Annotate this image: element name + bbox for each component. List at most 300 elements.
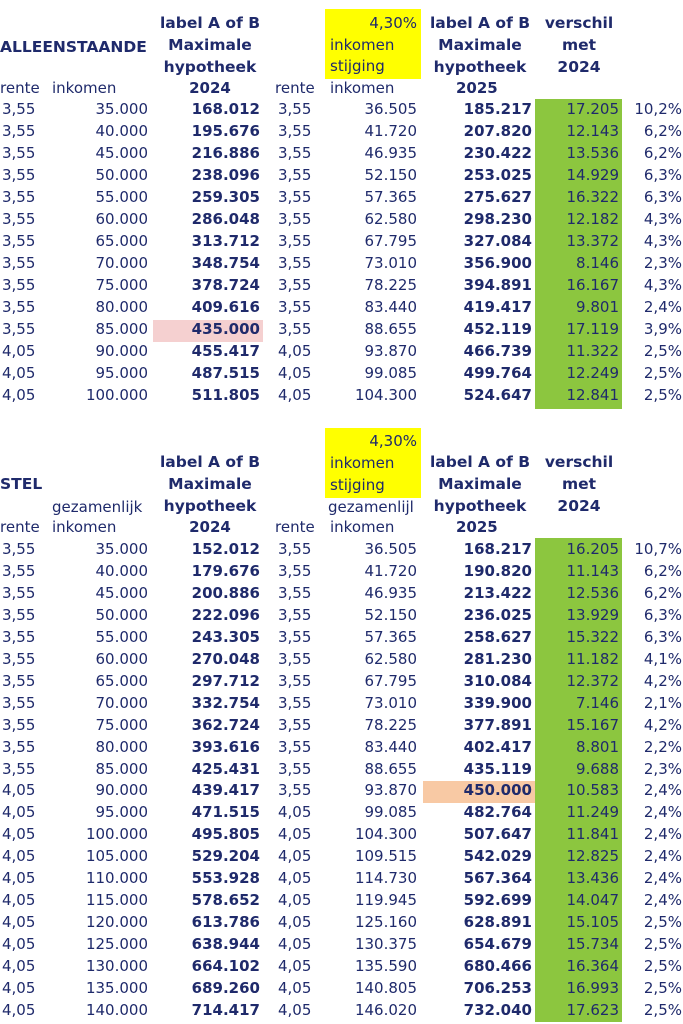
cell-rente-2024: 3,55 — [2, 715, 36, 734]
cell-verschil: 12.825 — [566, 847, 619, 866]
cell-hypotheek-2024: 435.000 — [191, 320, 260, 338]
cell-inkomen-2025: 36.505 — [364, 540, 417, 558]
cell-inkomen-2024: 65.000 — [95, 232, 148, 250]
section1-increase-line3: stijging — [330, 57, 385, 75]
cell-rente-2024: 3,55 — [2, 627, 36, 646]
cell-hypotheek-2025: 185.217 — [463, 100, 532, 118]
cell-hypotheek-2024: 348.754 — [191, 254, 260, 272]
cell-percentage: 2,4% — [643, 847, 682, 866]
cell-rente-2024: 3,55 — [2, 100, 36, 118]
cell-rente-2024: 4,05 — [2, 342, 36, 360]
cell-verschil: 15.105 — [566, 913, 619, 932]
cell-inkomen-2025: 119.945 — [354, 891, 417, 910]
cell-percentage: 2,4% — [643, 298, 682, 316]
section1-col-rente-2025: rente — [275, 79, 315, 97]
cell-verschil: 12.372 — [566, 671, 619, 690]
cell-hypotheek-2025: 567.364 — [463, 869, 532, 888]
cell-hypotheek-2024: 378.724 — [191, 276, 260, 294]
cell-verschil: 14.047 — [566, 891, 619, 910]
cell-hypotheek-2024: 259.305 — [191, 188, 260, 206]
cell-inkomen-2025: 62.580 — [364, 210, 417, 228]
cell-rente-2025: 3,55 — [278, 166, 312, 184]
cell-hypotheek-2024: 425.431 — [191, 759, 260, 778]
section2-col-rente-2024: rente — [0, 518, 40, 536]
cell-verschil: 8.146 — [576, 254, 619, 272]
cell-rente-2024: 4,05 — [2, 781, 36, 800]
cell-hypotheek-2024: 195.676 — [191, 122, 260, 140]
section2-2025-header-line2: Maximale — [438, 475, 522, 493]
cell-rente-2025: 4,05 — [278, 869, 312, 888]
section2-increase-line2: inkomen — [330, 454, 395, 472]
cell-hypotheek-2025: 542.029 — [463, 847, 532, 866]
cell-rente-2024: 3,55 — [2, 144, 36, 162]
cell-inkomen-2024: 80.000 — [95, 298, 148, 316]
cell-inkomen-2025: 67.795 — [364, 232, 417, 250]
section1-col-inkomen-2024: inkomen — [52, 79, 117, 97]
cell-rente-2024: 3,55 — [2, 254, 36, 272]
cell-rente-2024: 3,55 — [2, 276, 36, 294]
section1-increase-line2: inkomen — [330, 36, 395, 54]
cell-hypotheek-2025: 377.891 — [463, 715, 532, 734]
cell-rente-2024: 3,55 — [2, 671, 36, 690]
cell-percentage: 10,2% — [634, 100, 682, 118]
cell-verschil: 15.322 — [566, 627, 619, 646]
cell-rente-2025: 3,55 — [278, 737, 312, 756]
cell-percentage: 2,1% — [643, 693, 682, 712]
cell-inkomen-2025: 104.300 — [354, 825, 417, 844]
cell-verschil: 14.929 — [566, 166, 619, 184]
cell-hypotheek-2024: 179.676 — [191, 561, 260, 580]
section1-diff-header-line2: met — [561, 36, 597, 54]
cell-hypotheek-2024: 238.096 — [191, 166, 260, 184]
cell-hypotheek-2024: 313.712 — [191, 232, 260, 250]
cell-rente-2024: 3,55 — [2, 649, 36, 668]
cell-inkomen-2024: 65.000 — [95, 671, 148, 690]
cell-inkomen-2024: 40.000 — [95, 122, 148, 140]
cell-inkomen-2025: 114.730 — [354, 869, 417, 888]
cell-percentage: 2,4% — [643, 803, 682, 822]
cell-hypotheek-2025: 450.000 — [463, 781, 532, 800]
cell-verschil: 11.143 — [566, 561, 619, 580]
cell-rente-2024: 4,05 — [2, 913, 36, 932]
section1-diff-header-line3: 2024 — [557, 58, 601, 76]
cell-hypotheek-2024: 362.724 — [191, 715, 260, 734]
cell-hypotheek-2024: 152.012 — [191, 540, 260, 558]
section2-col-gezamenlijk-2025: gezamenlijl — [328, 498, 414, 516]
cell-inkomen-2024: 50.000 — [95, 166, 148, 184]
cell-verschil: 11.841 — [566, 825, 619, 844]
cell-hypotheek-2025: 356.900 — [463, 254, 532, 272]
cell-verschil: 17.119 — [566, 320, 619, 338]
cell-hypotheek-2024: 553.928 — [191, 869, 260, 888]
cell-verschil: 11.322 — [566, 342, 619, 360]
cell-inkomen-2025: 57.365 — [364, 627, 417, 646]
cell-hypotheek-2025: 253.025 — [463, 166, 532, 184]
cell-hypotheek-2025: 706.253 — [463, 979, 532, 997]
cell-rente-2024: 4,05 — [2, 1000, 36, 1019]
cell-rente-2024: 3,55 — [2, 561, 36, 580]
cell-rente-2024: 3,55 — [2, 210, 36, 228]
section2-diff-header-line1: verschil — [544, 453, 614, 471]
cell-hypotheek-2024: 471.515 — [191, 803, 260, 822]
cell-rente-2024: 4,05 — [2, 935, 36, 954]
cell-rente-2025: 4,05 — [278, 847, 312, 866]
cell-hypotheek-2025: 524.647 — [463, 386, 532, 404]
cell-verschil: 12.143 — [566, 122, 619, 140]
cell-inkomen-2025: 140.805 — [354, 979, 417, 997]
cell-rente-2025: 3,55 — [278, 276, 312, 294]
cell-verschil: 13.536 — [566, 144, 619, 162]
cell-inkomen-2024: 85.000 — [95, 759, 148, 778]
cell-hypotheek-2024: 216.886 — [191, 144, 260, 162]
cell-percentage: 4,1% — [643, 649, 682, 668]
cell-rente-2025: 3,55 — [278, 144, 312, 162]
cell-hypotheek-2024: 487.515 — [191, 364, 260, 382]
cell-hypotheek-2024: 578.652 — [191, 891, 260, 910]
cell-inkomen-2024: 70.000 — [95, 693, 148, 712]
cell-rente-2024: 3,55 — [2, 166, 36, 184]
section1-2025-header-line3: hypotheek — [433, 58, 527, 76]
section2-col-rente-2025: rente — [275, 518, 315, 536]
cell-inkomen-2025: 41.720 — [364, 122, 417, 140]
cell-rente-2025: 4,05 — [278, 1000, 312, 1019]
section1-2024-header-line2: Maximale — [168, 36, 252, 54]
section2-2025-header-line1: label A of B — [429, 453, 531, 471]
cell-hypotheek-2025: 680.466 — [463, 957, 532, 976]
section1-2025-header-line1: label A of B — [429, 14, 531, 32]
cell-inkomen-2024: 50.000 — [95, 605, 148, 624]
cell-hypotheek-2025: 499.764 — [463, 364, 532, 382]
cell-rente-2024: 4,05 — [2, 869, 36, 888]
cell-hypotheek-2025: 466.739 — [463, 342, 532, 360]
cell-inkomen-2024: 55.000 — [95, 188, 148, 206]
cell-hypotheek-2024: 714.417 — [191, 1000, 260, 1019]
cell-hypotheek-2024: 638.944 — [191, 935, 260, 954]
cell-hypotheek-2024: 297.712 — [191, 671, 260, 690]
cell-verschil: 9.801 — [576, 298, 619, 316]
cell-rente-2024: 3,55 — [2, 605, 36, 624]
cell-inkomen-2024: 70.000 — [95, 254, 148, 272]
cell-rente-2024: 3,55 — [2, 122, 36, 140]
cell-inkomen-2025: 83.440 — [364, 737, 417, 756]
cell-hypotheek-2025: 435.119 — [463, 759, 532, 778]
cell-hypotheek-2025: 592.699 — [463, 891, 532, 910]
cell-inkomen-2025: 67.795 — [364, 671, 417, 690]
cell-percentage: 2,4% — [643, 891, 682, 910]
cell-rente-2025: 3,55 — [278, 671, 312, 690]
cell-hypotheek-2025: 213.422 — [463, 583, 532, 602]
section1-increase-percent: 4,30% — [369, 14, 417, 32]
cell-inkomen-2024: 130.000 — [85, 957, 148, 976]
section1-col-rente-2024: rente — [0, 79, 40, 97]
cell-rente-2025: 3,55 — [278, 627, 312, 646]
cell-percentage: 10,7% — [634, 540, 682, 558]
cell-inkomen-2025: 130.375 — [354, 935, 417, 954]
cell-percentage: 2,5% — [643, 979, 682, 997]
section2-col-year-2024: 2024 — [189, 518, 231, 536]
cell-hypotheek-2025: 207.820 — [463, 122, 532, 140]
cell-rente-2025: 4,05 — [278, 342, 312, 360]
cell-rente-2025: 4,05 — [278, 803, 312, 822]
section2-col-inkomen-2025: inkomen — [330, 518, 395, 536]
cell-percentage: 2,5% — [643, 342, 682, 360]
cell-verschil: 13.929 — [566, 605, 619, 624]
section2-col-gezamenlijk-2024: gezamenlijk — [52, 498, 143, 516]
cell-hypotheek-2024: 168.012 — [191, 100, 260, 118]
cell-hypotheek-2024: 393.616 — [191, 737, 260, 756]
cell-percentage: 6,2% — [643, 561, 682, 580]
cell-inkomen-2025: 125.160 — [354, 913, 417, 932]
cell-hypotheek-2025: 402.417 — [463, 737, 532, 756]
cell-inkomen-2024: 60.000 — [95, 210, 148, 228]
cell-inkomen-2025: 52.150 — [364, 166, 417, 184]
cell-hypotheek-2024: 243.305 — [191, 627, 260, 646]
cell-inkomen-2025: 78.225 — [364, 276, 417, 294]
section2-col-inkomen-2024: inkomen — [52, 518, 117, 536]
cell-rente-2025: 3,55 — [278, 232, 312, 250]
cell-hypotheek-2025: 452.119 — [463, 320, 532, 338]
section2-increase-line3: stijging — [330, 476, 385, 494]
cell-verschil: 11.182 — [566, 649, 619, 668]
cell-hypotheek-2025: 230.422 — [463, 144, 532, 162]
cell-hypotheek-2025: 190.820 — [463, 561, 532, 580]
cell-inkomen-2025: 99.085 — [364, 803, 417, 822]
cell-percentage: 6,2% — [643, 122, 682, 140]
cell-hypotheek-2025: 236.025 — [463, 605, 532, 624]
section1-2024-header-line3: hypotheek — [163, 58, 257, 76]
cell-rente-2024: 3,55 — [2, 320, 36, 338]
cell-rente-2024: 3,55 — [2, 693, 36, 712]
cell-hypotheek-2024: 511.805 — [191, 386, 260, 404]
cell-percentage: 2,4% — [643, 781, 682, 800]
cell-rente-2024: 4,05 — [2, 825, 36, 844]
cell-rente-2025: 3,55 — [278, 715, 312, 734]
cell-inkomen-2025: 135.590 — [354, 957, 417, 976]
cell-hypotheek-2025: 339.900 — [463, 693, 532, 712]
cell-percentage: 6,3% — [643, 188, 682, 206]
section2-2024-header-line1: label A of B — [159, 453, 261, 471]
cell-hypotheek-2025: 281.230 — [463, 649, 532, 668]
cell-inkomen-2024: 40.000 — [95, 561, 148, 580]
cell-rente-2025: 4,05 — [278, 913, 312, 932]
cell-percentage: 3,9% — [643, 320, 682, 338]
cell-hypotheek-2025: 654.679 — [463, 935, 532, 954]
cell-verschil: 7.146 — [576, 693, 619, 712]
cell-rente-2024: 4,05 — [2, 364, 36, 382]
cell-inkomen-2024: 110.000 — [85, 869, 148, 888]
cell-hypotheek-2024: 529.204 — [191, 847, 260, 866]
cell-rente-2024: 3,55 — [2, 540, 36, 558]
cell-verschil: 16.167 — [566, 276, 619, 294]
cell-inkomen-2024: 90.000 — [95, 781, 148, 800]
section1-diff-header-line1: verschil — [544, 14, 614, 32]
cell-rente-2025: 3,55 — [278, 100, 312, 118]
cell-hypotheek-2025: 275.627 — [463, 188, 532, 206]
cell-inkomen-2025: 93.870 — [364, 781, 417, 800]
cell-verschil: 12.536 — [566, 583, 619, 602]
cell-inkomen-2024: 60.000 — [95, 649, 148, 668]
cell-percentage: 2,5% — [643, 913, 682, 932]
cell-inkomen-2024: 85.000 — [95, 320, 148, 338]
cell-hypotheek-2024: 409.616 — [191, 298, 260, 316]
cell-inkomen-2025: 52.150 — [364, 605, 417, 624]
cell-verschil: 9.688 — [576, 759, 619, 778]
cell-verschil: 13.372 — [566, 232, 619, 250]
section2-increase-percent: 4,30% — [369, 432, 417, 450]
cell-percentage: 2,4% — [643, 825, 682, 844]
cell-inkomen-2025: 146.020 — [354, 1000, 417, 1019]
cell-hypotheek-2024: 495.805 — [191, 825, 260, 844]
cell-verschil: 16.205 — [566, 540, 619, 558]
cell-inkomen-2025: 73.010 — [364, 693, 417, 712]
cell-rente-2025: 3,55 — [278, 781, 312, 800]
cell-inkomen-2025: 62.580 — [364, 649, 417, 668]
cell-rente-2025: 3,55 — [278, 759, 312, 778]
cell-hypotheek-2024: 270.048 — [191, 649, 260, 668]
cell-rente-2025: 3,55 — [278, 649, 312, 668]
section1-2025-header-line2: Maximale — [438, 36, 522, 54]
cell-percentage: 6,3% — [643, 166, 682, 184]
section2-diff-header-line2: met — [561, 475, 597, 493]
cell-rente-2025: 4,05 — [278, 935, 312, 954]
cell-rente-2024: 3,55 — [2, 188, 36, 206]
cell-inkomen-2025: 99.085 — [364, 364, 417, 382]
cell-inkomen-2025: 73.010 — [364, 254, 417, 272]
cell-percentage: 2,2% — [643, 737, 682, 756]
cell-inkomen-2025: 93.870 — [364, 342, 417, 360]
cell-inkomen-2025: 46.935 — [364, 144, 417, 162]
cell-inkomen-2024: 55.000 — [95, 627, 148, 646]
cell-rente-2025: 3,55 — [278, 320, 312, 338]
cell-inkomen-2024: 140.000 — [85, 1000, 148, 1019]
cell-hypotheek-2024: 689.260 — [191, 979, 260, 997]
cell-percentage: 2,5% — [643, 364, 682, 382]
cell-rente-2025: 3,55 — [278, 122, 312, 140]
cell-hypotheek-2024: 439.417 — [191, 781, 260, 800]
section1-title: ALLEENSTAANDE — [0, 38, 147, 56]
cell-rente-2025: 3,55 — [278, 298, 312, 316]
cell-rente-2024: 3,55 — [2, 759, 36, 778]
section2-col-year-2025: 2025 — [456, 518, 498, 536]
cell-verschil: 12.249 — [566, 364, 619, 382]
cell-inkomen-2025: 36.505 — [364, 100, 417, 118]
cell-inkomen-2025: 88.655 — [364, 759, 417, 778]
cell-inkomen-2024: 95.000 — [95, 803, 148, 822]
cell-inkomen-2025: 41.720 — [364, 561, 417, 580]
cell-hypotheek-2024: 613.786 — [191, 913, 260, 932]
cell-inkomen-2025: 109.515 — [354, 847, 417, 866]
cell-percentage: 6,2% — [643, 583, 682, 602]
cell-inkomen-2025: 46.935 — [364, 583, 417, 602]
cell-percentage: 2,4% — [643, 869, 682, 888]
cell-hypotheek-2025: 327.084 — [463, 232, 532, 250]
cell-verschil: 10.583 — [566, 781, 619, 800]
cell-inkomen-2024: 80.000 — [95, 737, 148, 756]
cell-inkomen-2024: 75.000 — [95, 715, 148, 734]
section2-title: STEL — [0, 475, 43, 493]
cell-hypotheek-2025: 732.040 — [463, 1000, 532, 1019]
cell-percentage: 4,3% — [643, 276, 682, 294]
cell-rente-2025: 4,05 — [278, 386, 312, 404]
cell-inkomen-2024: 35.000 — [95, 540, 148, 558]
cell-hypotheek-2025: 507.647 — [463, 825, 532, 844]
cell-hypotheek-2025: 298.230 — [463, 210, 532, 228]
cell-inkomen-2025: 57.365 — [364, 188, 417, 206]
cell-rente-2024: 3,55 — [2, 298, 36, 316]
cell-percentage: 2,3% — [643, 759, 682, 778]
cell-inkomen-2024: 125.000 — [85, 935, 148, 954]
cell-hypotheek-2025: 310.084 — [463, 671, 532, 690]
cell-hypotheek-2025: 482.764 — [463, 803, 532, 822]
cell-verschil: 16.322 — [566, 188, 619, 206]
cell-verschil: 11.249 — [566, 803, 619, 822]
cell-percentage: 2,5% — [643, 1000, 682, 1019]
cell-verschil: 16.993 — [566, 979, 619, 997]
cell-percentage: 6,2% — [643, 144, 682, 162]
cell-percentage: 2,5% — [643, 957, 682, 976]
cell-percentage: 4,2% — [643, 671, 682, 690]
cell-rente-2025: 3,55 — [278, 210, 312, 228]
cell-percentage: 6,3% — [643, 605, 682, 624]
cell-inkomen-2024: 75.000 — [95, 276, 148, 294]
cell-inkomen-2025: 83.440 — [364, 298, 417, 316]
cell-percentage: 4,2% — [643, 715, 682, 734]
section2-2024-header-line2: Maximale — [168, 475, 252, 493]
cell-hypotheek-2025: 394.891 — [463, 276, 532, 294]
cell-hypotheek-2025: 628.891 — [463, 913, 532, 932]
cell-rente-2025: 3,55 — [278, 540, 312, 558]
cell-inkomen-2024: 115.000 — [85, 891, 148, 910]
cell-hypotheek-2024: 222.096 — [191, 605, 260, 624]
cell-rente-2024: 3,55 — [2, 737, 36, 756]
cell-inkomen-2024: 95.000 — [95, 364, 148, 382]
cell-inkomen-2024: 105.000 — [85, 847, 148, 866]
cell-hypotheek-2024: 332.754 — [191, 693, 260, 712]
section1-col-inkomen-2025: inkomen — [330, 79, 395, 97]
cell-inkomen-2024: 45.000 — [95, 583, 148, 602]
cell-rente-2025: 3,55 — [278, 605, 312, 624]
cell-hypotheek-2025: 168.217 — [463, 540, 532, 558]
cell-hypotheek-2024: 286.048 — [191, 210, 260, 228]
cell-rente-2025: 3,55 — [278, 188, 312, 206]
cell-verschil: 12.841 — [566, 386, 619, 404]
cell-percentage: 6,3% — [643, 627, 682, 646]
cell-inkomen-2024: 35.000 — [95, 100, 148, 118]
cell-hypotheek-2024: 200.886 — [191, 583, 260, 602]
cell-rente-2025: 3,55 — [278, 561, 312, 580]
cell-hypotheek-2024: 455.417 — [191, 342, 260, 360]
cell-percentage: 2,3% — [643, 254, 682, 272]
cell-rente-2025: 3,55 — [278, 254, 312, 272]
cell-rente-2025: 4,05 — [278, 825, 312, 844]
cell-rente-2024: 4,05 — [2, 386, 36, 404]
cell-rente-2024: 4,05 — [2, 957, 36, 976]
section2-2025-header-line3: hypotheek — [433, 497, 527, 515]
cell-rente-2024: 3,55 — [2, 232, 36, 250]
section2-2024-header-line3: hypotheek — [163, 497, 257, 515]
cell-verschil: 8.801 — [576, 737, 619, 756]
cell-inkomen-2024: 120.000 — [85, 913, 148, 932]
cell-rente-2024: 3,55 — [2, 583, 36, 602]
cell-rente-2025: 3,55 — [278, 693, 312, 712]
cell-inkomen-2024: 45.000 — [95, 144, 148, 162]
section1-col-year-2025: 2025 — [456, 79, 498, 97]
cell-inkomen-2024: 90.000 — [95, 342, 148, 360]
cell-percentage: 2,5% — [643, 935, 682, 954]
cell-verschil: 17.623 — [566, 1000, 619, 1019]
cell-inkomen-2024: 135.000 — [85, 979, 148, 997]
cell-verschil: 16.364 — [566, 957, 619, 976]
